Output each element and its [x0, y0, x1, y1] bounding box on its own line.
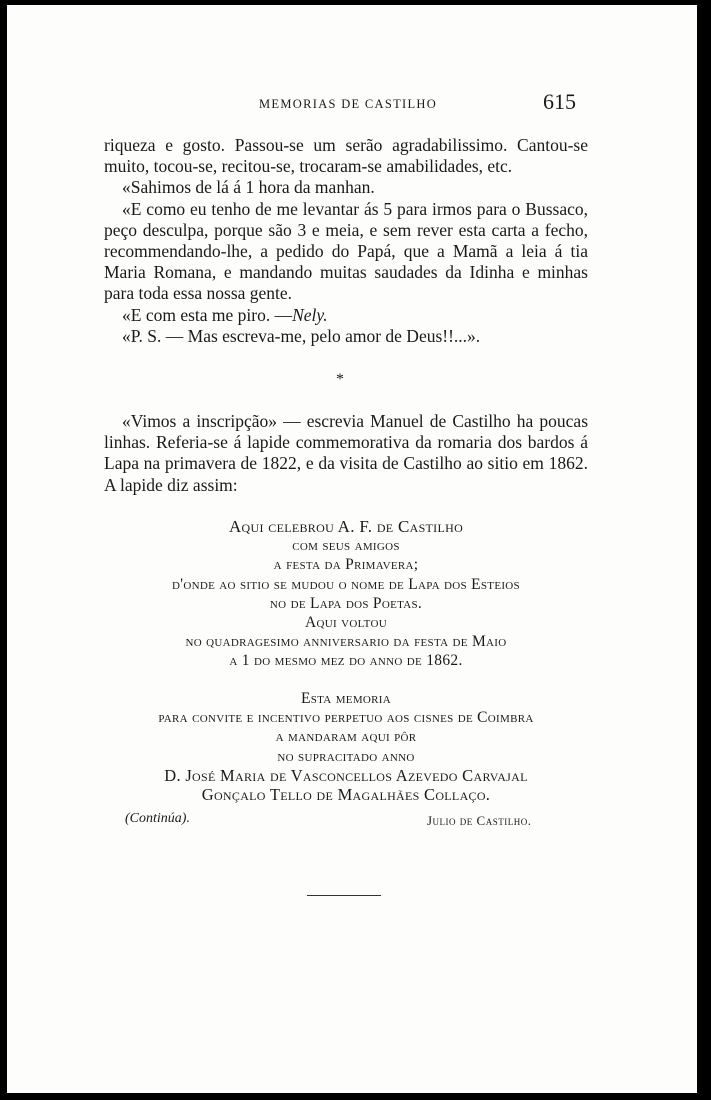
letter-text: [104, 135, 588, 347]
inscription-line: no supracitado anno: [277, 747, 415, 765]
paragraph: [104, 411, 588, 496]
inscription-line: a 1 do mesmo mez do anno de 1862.: [229, 652, 463, 670]
inscription-line: no de Lapa dos Poetas.: [269, 594, 423, 612]
section-separator: *: [336, 371, 344, 388]
divider-rule: [307, 895, 381, 896]
inscription-line: D. José Maria de Vasconcellos Azevedo Carvajal: [164, 765, 528, 785]
inscription-line: no quadragesimo anniversario da festa de Maio: [185, 633, 507, 651]
letter-line: «Sahimos de lá á 1 hora da manhan.: [122, 177, 375, 198]
inscription-line: para convite e incentivo perpetuo aos cisnes de Coimbra: [158, 709, 534, 727]
paragraph-text: «Vimos a inscripção» — escrevia Manuel de Castilho ha poucas linhas. Referia-se á lapide commemorativa da romaria dos bardos á Lapa na primavera de 1822, e da visita de Castilho ao sitio em 1862. A lapide diz assim:: [104, 411, 588, 495]
inscription-line: Aqui celebrou A. F. de Castilho: [228, 517, 464, 536]
inscription-line: Esta memoria: [300, 690, 391, 707]
letter-line: [104, 305, 588, 326]
continua-note: (Continúa).: [125, 811, 190, 826]
page-number: 615: [543, 89, 576, 114]
letter-line: «P. S. — Mas escreva-me, pelo amor de Deus!!...».: [122, 325, 481, 346]
signature: Nely.: [292, 304, 328, 325]
inscription-line: Aqui voltou: [305, 614, 387, 632]
inscription-line: a festa da Primavera;: [273, 556, 419, 574]
inscription-line: a mandaram aqui pôr: [275, 728, 417, 746]
inscription-line: Gonçalo Tello de Magalhães Collaço.: [201, 785, 491, 805]
letter-closing: «E com esta me piro. —: [122, 304, 293, 325]
inscription-line: com seus amigos: [292, 537, 400, 555]
letter-line: «E como eu tenho de me levantar ás 5 para irmos para o Bussaco, peço desculpa, porque são 3 e meia, e sem rever esta carta a fecho, recommendando-lhe, a pedido do Papá, que a Mamã a leia á tia Maria Romana, e mandando muitas saudades da Idinha e minhas para toda essa nossa gente.: [104, 198, 588, 304]
running-title: MEMORIAS DE CASTILHO: [259, 97, 438, 111]
page: [7, 5, 697, 1093]
inscription-line: d'onde ao sitio se mudou o nome de Lapa dos Esteios: [172, 575, 520, 593]
author-signature: Julio de Castilho.: [427, 813, 532, 828]
inscription-block-1: [104, 517, 588, 671]
inscription-block-2: [104, 689, 588, 804]
letter-line: riqueza e gosto. Passou-se um serão agradabilissimo. Cantou-se muito, tocou-se, recitou-se, trocaram-se amabilidades, etc.: [104, 135, 588, 177]
